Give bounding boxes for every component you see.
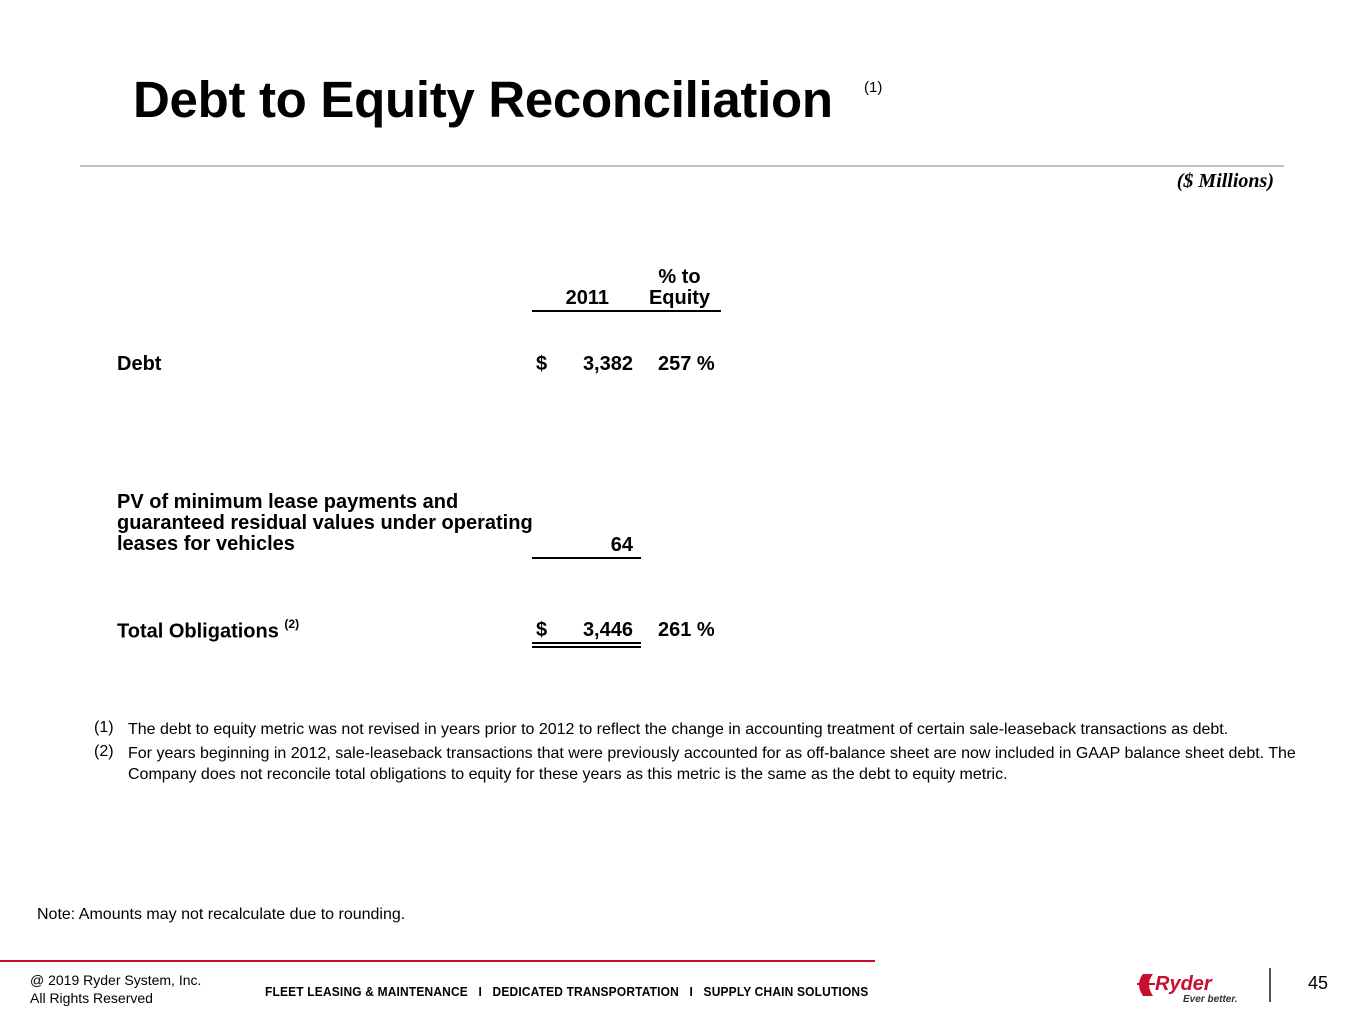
- footnote-2-text: For years beginning in 2012, sale-leaseback transactions that were previously accounted for as off-balance sheet are now included in GAAP balance sheet debt. The Company does not reconcile total obligations to equity for these years as this metric is the same as the debt to equity metric.: [128, 745, 1296, 783]
- title-footnote-marker: (1): [864, 79, 883, 96]
- page-title: Debt to Equity Reconciliation: [133, 71, 833, 128]
- row-amount-debt: 3,382: [582, 353, 633, 375]
- total-footnote-marker: (2): [284, 617, 300, 631]
- row-dollar-debt: $: [536, 353, 548, 375]
- row-pct-total: 261 %: [658, 619, 715, 641]
- page-number: 45: [1308, 973, 1329, 993]
- row-label-pv-lease: PV of minimum lease payments and guaranteed residual values under operating leases for vehicles: [117, 491, 533, 555]
- subtotal-underline: [532, 557, 641, 559]
- row-label-total-obligations: Total Obligations $^{(2)}$: [117, 617, 300, 643]
- business-tagline: FLEET LEASING & MAINTENANCE I DEDICATED TRANSPORTATION I SUPPLY CHAIN SOLUTIONS: [265, 984, 869, 999]
- copyright: [30, 971, 201, 1007]
- row-amount-total: 3,446: [582, 619, 633, 641]
- logo-slogan: Ever better.: [1183, 994, 1238, 1005]
- header-divider: [80, 165, 1284, 167]
- rounding-note: Note: Amounts may not recalculate due to rounding.: [37, 906, 406, 923]
- column-header-pct-line2: Equity: [648, 287, 711, 309]
- row-dollar-total: $: [536, 619, 548, 641]
- units-label: ($ Millions): [1176, 170, 1274, 192]
- copyright-line-1: @ 2019 Ryder System, Inc.: [30, 972, 202, 988]
- logo-wordmark: Ryder: [1155, 973, 1212, 995]
- footnote-2-number: (2): [94, 743, 114, 760]
- column-header-year: 2011: [565, 287, 609, 309]
- row-pct-debt: 257 %: [658, 353, 715, 375]
- copyright-line-2: All Rights Reserved: [30, 990, 153, 1006]
- total-double-underline-top: [532, 642, 641, 644]
- total-double-underline-bottom: [532, 646, 641, 648]
- footer-divider: [1269, 968, 1271, 1002]
- row-label-debt: Debt: [117, 353, 162, 375]
- header-underline: [532, 310, 721, 312]
- footer-red-rule: [0, 960, 875, 962]
- footnote-1-number: (1): [94, 719, 114, 736]
- ryder-logo: [1133, 966, 1245, 1006]
- column-header-pct-line1: % to: [658, 266, 701, 288]
- row-amount-pv-lease: 64: [610, 534, 633, 556]
- ryder-logo-icon: [1133, 966, 1245, 1006]
- footnote-1-text: The debt to equity metric was not revised in years prior to 2012 to reflect the change in accounting treatment of certain sale-leaseback transactions as debt.: [128, 721, 1229, 738]
